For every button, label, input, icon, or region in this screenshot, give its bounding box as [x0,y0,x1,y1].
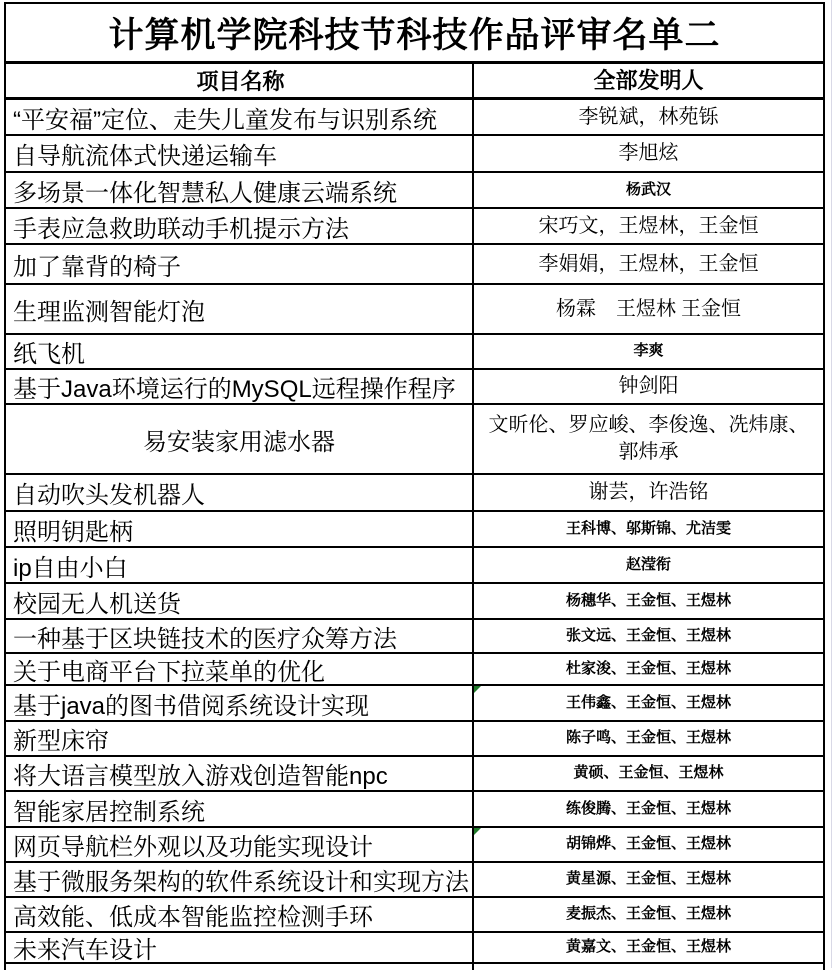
page-title: 计算机学院科技节科技作品评审名单二 [108,15,721,55]
table-row [6,792,823,828]
inventors-text: 黄硕、王金恒、王煜林 [573,765,724,782]
inventors-text: 李爽 [633,343,664,360]
partial-row [6,964,823,970]
project-cell [6,100,474,134]
project-text: 关于电商平台下拉菜单的优化 [13,658,325,684]
inventors-cell [474,548,823,582]
sheet-right-gridline [831,0,832,968]
inventors-cell [474,686,823,720]
partial-project-cell [6,964,474,970]
inventors-cell [474,173,823,207]
project-text: 照明钥匙柄 [13,518,133,546]
project-text: 基于java的图书借阅系统设计实现 [13,692,370,720]
project-cell [6,654,474,684]
inventors-cell [474,245,823,283]
table-row [6,548,823,584]
project-cell [6,863,474,896]
inventors-text: 宋巧文，王煜林，王金恒 [538,214,759,237]
inventors-cell [474,898,823,931]
header-project-label: 项目名称 [196,69,285,94]
inventors-cell [474,512,823,546]
inventors-cell [474,792,823,826]
inventors-text: 麦振杰、王金恒、王煜林 [565,906,731,923]
inventors-text: 杨穗华、王金恒、王煜林 [565,592,731,609]
project-text: 生理监测智能灯泡 [13,298,205,326]
inventors-text: 杨武汉 [625,181,671,198]
table-row [6,173,823,209]
table-row [6,654,823,686]
header-row [6,64,823,100]
inventors-text: 陈子鸣、王金恒、王煜林 [565,730,731,747]
inventors-cell [474,584,823,618]
inventors-text: 杨霖 王煜林 王金恒 [556,297,741,320]
project-cell [6,757,474,790]
project-text: 校园无人机送货 [13,590,181,618]
project-text: 高效能、低成本智能监控检测手环 [13,904,373,931]
project-text: “平安福”定位、走失儿童发布与识别系统 [13,106,437,134]
table-body [6,100,823,964]
table-row [6,757,823,792]
inventors-cell [474,654,823,684]
project-cell [6,335,474,368]
inventors-text: 胡锦烨、王金恒、王煜林 [565,836,731,853]
project-cell [6,245,474,283]
header-inventors-cell [474,64,823,97]
inventors-text: 谢芸，许浩铭 [588,481,709,503]
project-text: 加了靠背的椅子 [13,253,181,281]
inventors-text: 钟剑阳 [618,375,679,397]
project-text: 自动吹头发机器人 [13,482,205,509]
error-indicator-icon [474,686,481,693]
project-text: 基于微服务架构的软件系统设计和实现方法 [13,869,469,896]
project-cell [6,475,474,510]
header-inventors-label: 全部发明人 [593,67,704,93]
table-row [6,245,823,285]
project-text: 一种基于区块链技术的医疗众筹方法 [13,625,397,652]
inventors-cell [474,285,823,333]
project-text: 将大语言模型放入游戏创造智能npc [13,763,388,790]
inventors-cell [474,209,823,243]
partial-inventors-cell [474,964,823,970]
project-cell [6,405,474,473]
header-project-cell [6,64,474,97]
project-text: ip自由小白 [13,554,128,582]
project-cell [6,370,474,403]
inventors-cell [474,863,823,896]
inventors-cell [474,828,823,861]
inventors-cell [474,405,823,473]
table-row [6,370,823,405]
table-row [6,209,823,245]
inventors-text: 杜家浚、王金恒、王煜林 [565,660,731,677]
inventors-text: 张文远、王金恒、王煜林 [565,627,731,644]
table-row [6,475,823,512]
project-text: 新型床帘 [13,728,109,755]
table-row [6,828,823,863]
table-row [6,285,823,335]
inventors-cell [474,370,823,403]
inventors-text: 王科博、邬斯锦、尤洁雯 [565,520,731,537]
inventors-cell [474,722,823,755]
table-row [6,933,823,964]
project-cell [6,285,474,333]
table-row [6,722,823,757]
project-text: 易安装家用滤水器 [143,428,335,456]
project-cell [6,136,474,171]
inventors-text: 文昕伦、罗应峻、李俊逸、冼炜康、郭炜承 [488,414,809,463]
table-title-cell [6,4,823,64]
project-text: 智能家居控制系统 [13,798,205,826]
error-indicator-icon [474,828,481,835]
project-text: 基于Java环境运行的MySQL远程操作程序 [13,376,456,403]
table-row [6,898,823,933]
project-cell [6,792,474,826]
table-row [6,584,823,620]
inventors-cell [474,335,823,368]
project-cell [6,686,474,720]
inventors-text: 王伟鑫、王金恒、王煜林 [565,694,731,711]
inventors-text: 李锐斌，林苑铄 [578,105,719,128]
table-row [6,620,823,654]
table-row [6,100,823,136]
inventors-text: 黄星源、王金恒、王煜林 [565,871,731,888]
project-cell [6,828,474,861]
project-cell [6,512,474,546]
project-cell [6,620,474,652]
project-text: 网页导航栏外观以及功能实现设计 [13,834,373,861]
inventors-text: 李旭炫 [618,142,679,164]
inventors-cell [474,100,823,134]
inventors-text: 练俊腾、王金恒、王煜林 [565,800,731,817]
table-row [6,335,823,370]
inventors-cell [474,136,823,171]
project-cell [6,173,474,207]
project-text: 手表应急救助联动手机提示方法 [13,215,349,243]
project-cell [6,209,474,243]
inventors-cell [474,620,823,652]
project-cell [6,548,474,582]
inventors-cell [474,933,823,962]
project-text: 纸飞机 [13,341,85,368]
table-row [6,136,823,173]
project-cell [6,584,474,618]
project-cell [6,898,474,931]
table-row [6,686,823,722]
table-row [6,512,823,548]
project-cell [6,722,474,755]
inventors-text: 李娟娟，王煜林，王金恒 [538,252,759,275]
inventors-cell [474,475,823,510]
inventors-text: 黄嘉文、王金恒、王煜林 [565,939,731,956]
project-text: 多场景一体化智慧私人健康云端系统 [13,179,397,207]
project-cell [6,933,474,962]
table-row [6,863,823,898]
inventors-cell [474,757,823,790]
table-row [6,405,823,475]
review-table [4,2,825,970]
inventors-text: 赵滢衔 [625,556,671,573]
project-text: 自导航流体式快递运输车 [13,143,277,170]
project-text: 未来汽车设计 [13,937,157,962]
